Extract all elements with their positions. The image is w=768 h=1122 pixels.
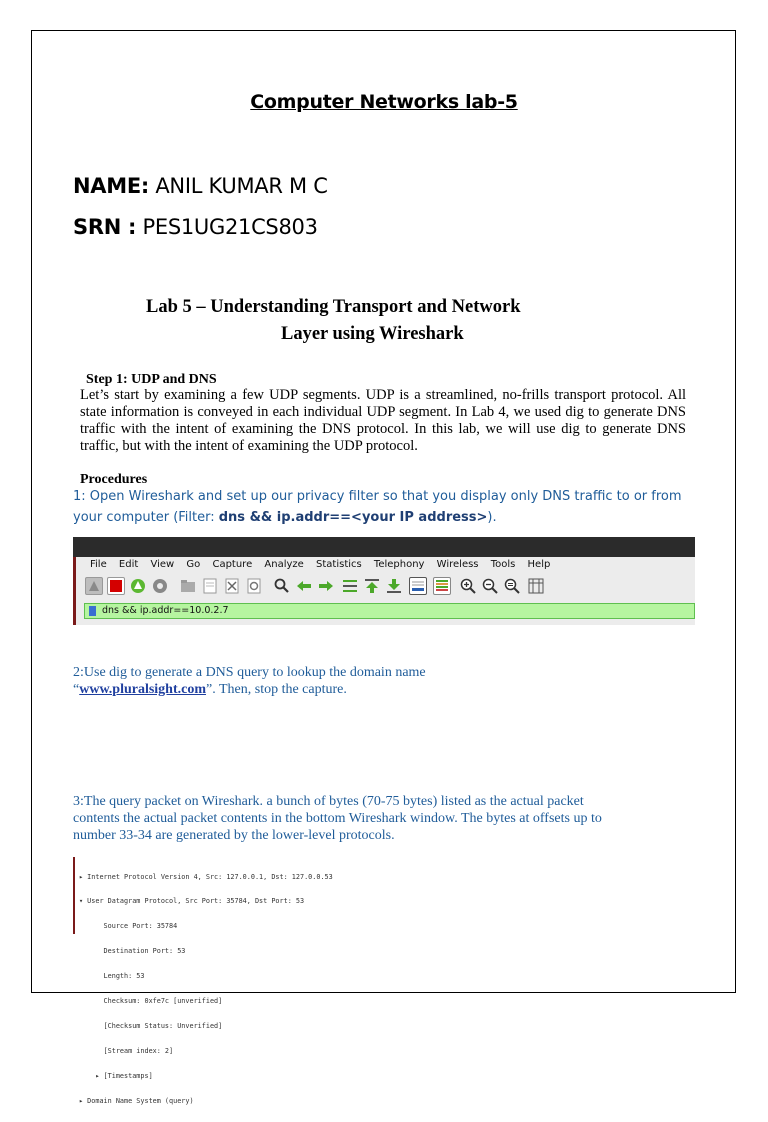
- step-1-line1: 1: Open Wireshark and set up our privacy filter so that you display only DNS traffic to or from: [73, 489, 682, 504]
- name-label: NAME:: [73, 174, 149, 198]
- resize-columns-icon[interactable]: [527, 577, 545, 595]
- menu-edit[interactable]: Edit: [118, 559, 139, 570]
- menu-capture[interactable]: Capture: [212, 559, 253, 570]
- packet-line[interactable]: ▸ Internet Protocol Version 4, Src: 127.0.0.1, Dst: 127.0.0.53: [79, 872, 333, 881]
- options-gear-icon[interactable]: [151, 577, 169, 595]
- step-1-prefix: your computer (Filter:: [73, 510, 219, 525]
- save-file-icon[interactable]: [201, 577, 219, 595]
- packet-line[interactable]: ▾ User Datagram Protocol, Src Port: 35784, Dst Port: 53: [79, 897, 305, 906]
- procedures-heading: Procedures: [80, 472, 148, 487]
- back-arrow-icon[interactable]: [295, 577, 313, 595]
- zoom-in-icon[interactable]: [459, 577, 477, 595]
- menu-view[interactable]: View: [150, 559, 175, 570]
- document-title: Computer Networks lab-5: [250, 91, 518, 113]
- wireshark-menubar: [90, 559, 559, 570]
- step-2-open-quote: “: [73, 682, 80, 697]
- packet-line[interactable]: Source Port: 35784: [79, 922, 178, 931]
- packet-line[interactable]: [Checksum Status: Unverified]: [79, 1021, 223, 1030]
- menu-telephony[interactable]: Telephony: [373, 559, 425, 570]
- name-line: [73, 174, 328, 198]
- find-icon[interactable]: [273, 577, 291, 595]
- step-2-suffix: ”. Then, stop the capture.: [206, 682, 347, 697]
- restart-icon[interactable]: [129, 577, 147, 595]
- step-3-line2: contents the actual packet contents in the bottom Wireshark window. The bytes at offsets up to: [73, 811, 602, 826]
- step-3-line1: 3:The query packet on Wireshark. a bunch of bytes (70-75 bytes) listed as the actual packet: [73, 794, 584, 809]
- forward-arrow-icon[interactable]: [317, 577, 335, 595]
- wireshark-left-edge: [73, 557, 76, 625]
- bookmark-icon[interactable]: [89, 606, 96, 616]
- zoom-out-icon[interactable]: [481, 577, 499, 595]
- step1-paragraph: Let’s start by examining a few UDP segments. UDP is a streamlined, no-frills transport protocol. All state information is conveyed in each individual UDP segment. In Lab 4, we used dig to generate DNS traffic with the intent of examining the DNS protocol. In this lab, we will use dig to generate DNS traffic, but with the intent of examining the UDP protocol.: [80, 387, 686, 454]
- packet-details-screenshot: [73, 857, 695, 1105]
- pluralsight-link[interactable]: www.pluralsight.com: [79, 682, 207, 697]
- packet-line[interactable]: Destination Port: 53: [79, 947, 186, 956]
- autoscroll-icon[interactable]: [409, 577, 427, 595]
- step-1-filter: dns && ip.addr==<your IP address>: [218, 510, 488, 525]
- wireshark-titlebar: [73, 537, 695, 557]
- srn-line: [73, 215, 318, 239]
- step-2-line1: 2:Use dig to generate a DNS query to lookup the domain name: [73, 665, 426, 680]
- go-to-packet-icon[interactable]: [341, 577, 359, 595]
- wireshark-screenshot: [73, 537, 695, 625]
- packet-details-tree: [79, 856, 333, 1122]
- first-packet-icon[interactable]: [363, 577, 381, 595]
- lab-title-line1: Lab 5 – Understanding Transport and Network: [146, 297, 521, 317]
- zoom-reset-icon[interactable]: [503, 577, 521, 595]
- packet-details-left-edge: [73, 857, 75, 934]
- last-packet-icon[interactable]: [385, 577, 403, 595]
- menu-help[interactable]: Help: [527, 559, 551, 570]
- menu-analyze[interactable]: Analyze: [264, 559, 304, 570]
- close-file-icon[interactable]: [223, 577, 241, 595]
- step-3-text: [73, 793, 602, 844]
- menu-tools[interactable]: Tools: [490, 559, 516, 570]
- packet-line[interactable]: ▸ Domain Name System (query): [79, 1096, 194, 1105]
- step-3-line3: number 33-34 are generated by the lower-level protocols.: [73, 828, 395, 843]
- step1-heading: Step 1: UDP and DNS: [86, 372, 217, 387]
- reload-icon[interactable]: [245, 577, 263, 595]
- menu-go[interactable]: Go: [186, 559, 201, 570]
- stop-icon[interactable]: [107, 577, 125, 595]
- colorize-icon[interactable]: [433, 577, 451, 595]
- packet-line[interactable]: Checksum: 0xfe7c [unverified]: [79, 997, 223, 1006]
- filter-value: dns && ip.addr==10.0.2.7: [102, 605, 229, 616]
- open-file-icon[interactable]: [179, 577, 197, 595]
- menu-statistics[interactable]: Statistics: [316, 559, 362, 570]
- packet-line[interactable]: Length: 53: [79, 972, 145, 981]
- display-filter-input[interactable]: [84, 603, 695, 619]
- packet-line[interactable]: ▸ [Timestamps]: [79, 1071, 153, 1080]
- srn-value: PES1UG21CS803: [142, 215, 318, 239]
- name-value: ANIL KUMAR M C: [155, 174, 328, 198]
- srn-label: SRN :: [73, 215, 137, 239]
- lab-title-line2: Layer using Wireshark: [281, 324, 464, 344]
- step-2-line2: [73, 682, 347, 698]
- step-1-suffix: ).: [487, 510, 497, 525]
- packet-line[interactable]: [Stream index: 2]: [79, 1046, 174, 1055]
- shark-fin-start-icon[interactable]: [85, 577, 103, 595]
- step-1-line2: [73, 510, 497, 525]
- menu-wireless[interactable]: Wireless: [436, 559, 479, 570]
- menu-file[interactable]: File: [90, 559, 107, 570]
